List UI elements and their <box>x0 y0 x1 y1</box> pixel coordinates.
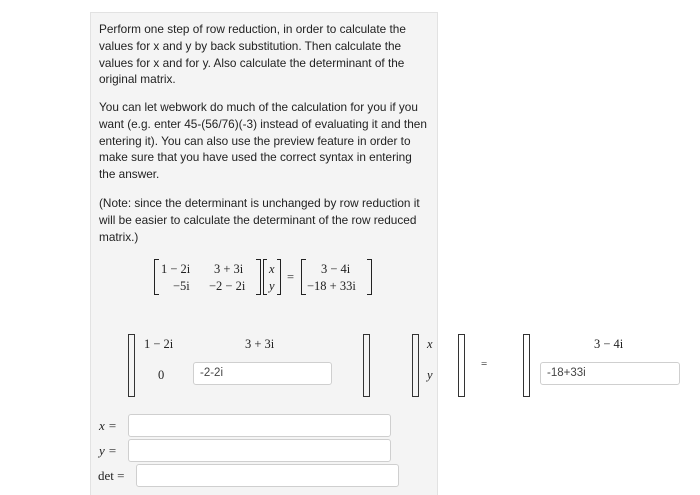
orig-x: x <box>269 262 275 276</box>
orig-a11: 1 − 2i <box>161 262 191 276</box>
coef-left-bracket <box>154 259 159 295</box>
reduced-equals: = <box>481 358 488 370</box>
reduced-a22-input[interactable]: -2-2i <box>193 362 332 385</box>
reduced-a11: 1 − 2i <box>144 337 174 351</box>
orig-b2: −18 + 33i <box>307 279 356 293</box>
orig-equals: = <box>287 270 295 284</box>
instruction-paragraph-2: You can let webwork do much of the calculation for you if you want (e.g. enter 45-(56/76)(-3) instead of evaluating it and then entering it). You can also use the preview feature in order to make sure that you have used the correct syntax in entering the answer. <box>99 100 427 182</box>
reduced-a21: 0 <box>158 368 165 382</box>
var-left-bracket <box>263 259 267 295</box>
rhs-right-bracket <box>367 259 372 295</box>
orig-y: y <box>269 279 275 293</box>
det-answer-input[interactable] <box>136 464 399 487</box>
reduced-b2-input[interactable]: -18+33i <box>540 362 680 385</box>
orig-a22: −2 − 2i <box>209 279 246 293</box>
var-right-bracket <box>277 259 281 295</box>
reduced-var-left-bracket <box>412 334 419 397</box>
orig-b1: 3 − 4i <box>321 262 351 276</box>
reduced-y: y <box>427 368 433 382</box>
y-answer-input[interactable] <box>128 439 391 462</box>
x-answer-input[interactable] <box>128 414 391 437</box>
orig-a12: 3 + 3i <box>214 262 244 276</box>
instruction-paragraph-3: (Note: since the determinant is unchanged by row reduction it will be easier to calculate the determinant of the row reduced matrix.) <box>99 196 420 244</box>
reduced-var-right-bracket <box>458 334 465 397</box>
reduced-a12: 3 + 3i <box>245 337 275 351</box>
reduced-b1: 3 − 4i <box>594 337 624 351</box>
reduced-coef-left-bracket <box>128 334 135 397</box>
reduced-x: x <box>427 337 433 351</box>
y-label: y = <box>99 443 117 458</box>
coef-right-bracket <box>256 259 261 295</box>
det-label: det = <box>98 468 125 483</box>
x-label: x = <box>99 418 117 433</box>
orig-a21: −5i <box>173 279 190 293</box>
rhs-left-bracket <box>301 259 306 295</box>
reduced-coef-right-bracket <box>363 334 370 397</box>
instruction-paragraph-1: Perform one step of row reduction, in order to calculate the values for x and y by back substitution. Then calculate the values for x and for y. Also calculate the determinant of the original matrix. <box>99 22 406 87</box>
reduced-rhs-left-bracket <box>523 334 530 397</box>
